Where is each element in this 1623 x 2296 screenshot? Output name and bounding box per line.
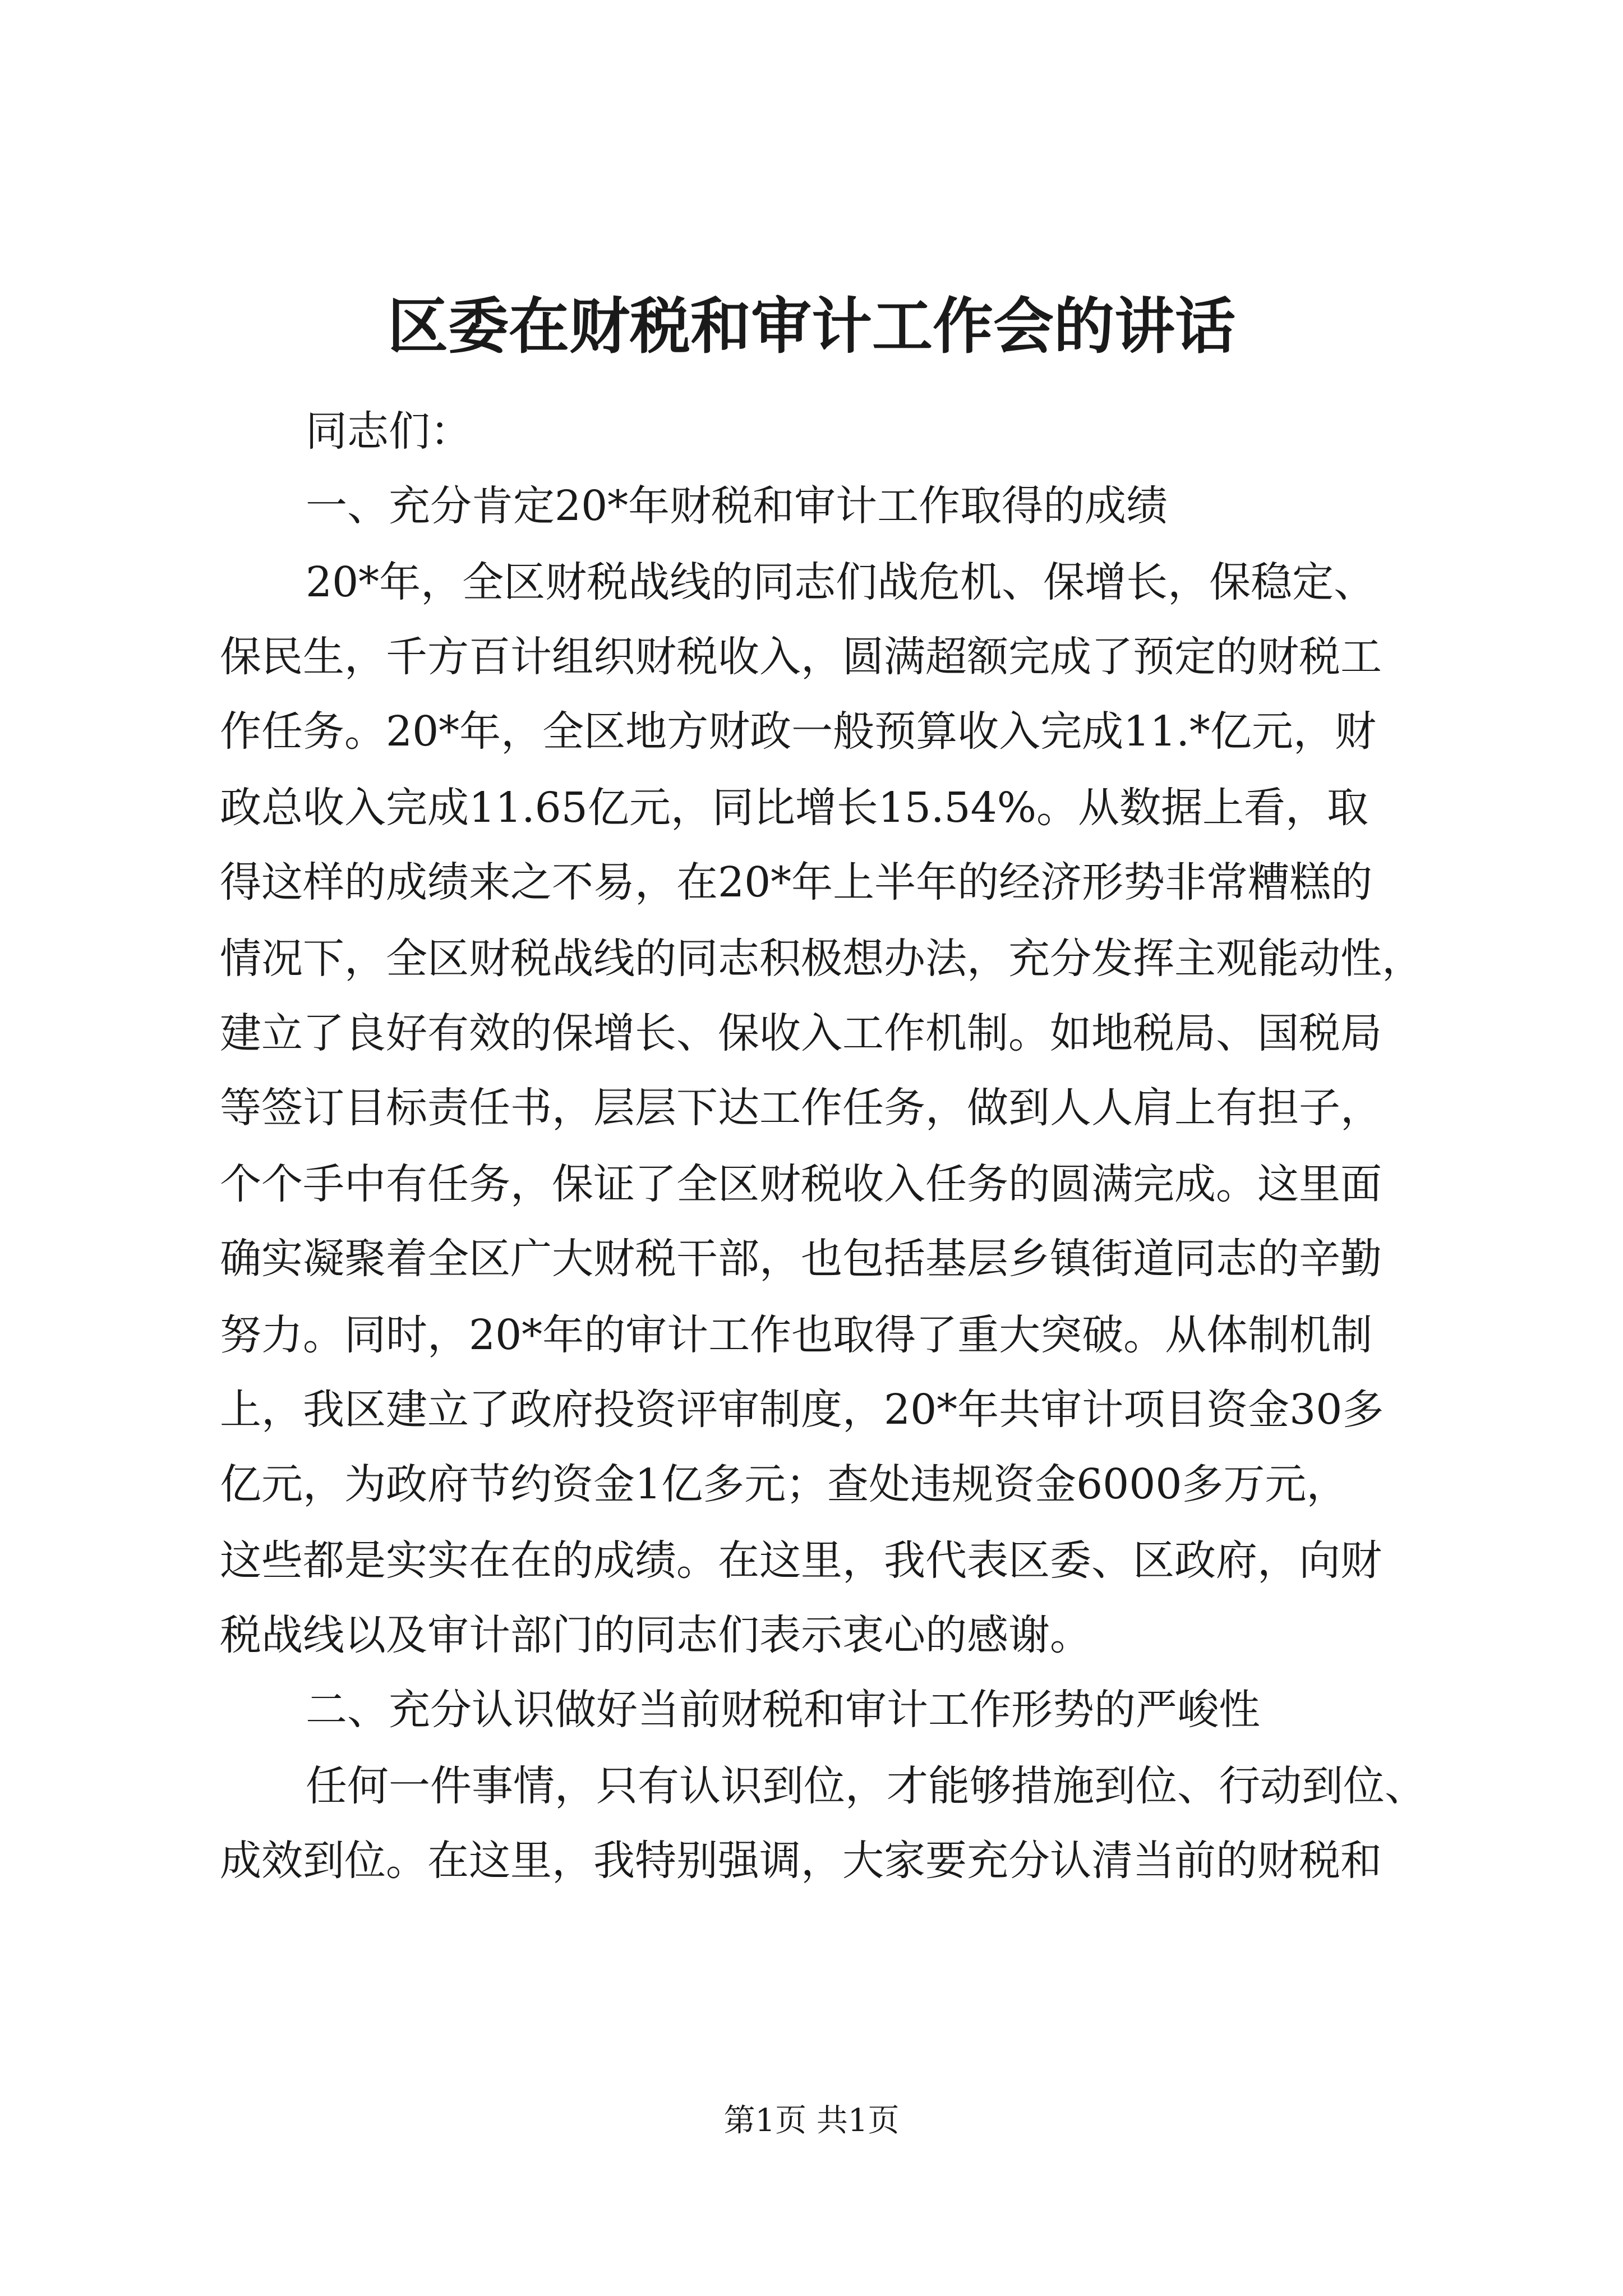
paragraph-line: 亿元，为政府节约资金1亿多元；查处违规资金6000多万元，	[220, 1460, 1348, 1508]
paragraph-line: 保民生，千方百计组织财税收入，圆满超额完成了预定的财税工	[220, 633, 1382, 681]
paragraph-line: 任何一件事情，只有认识到位，才能够措施到位、行动到位、	[306, 1762, 1426, 1810]
section-heading-1: 一、充分肯定20*年财税和审计工作取得的成绩	[306, 482, 1168, 530]
paragraph-line: 政总收入完成11.65亿元，同比增长15.54%。从数据上看，取	[220, 784, 1369, 832]
paragraph-line: 税战线以及审计部门的同志们表示衷心的感谢。	[220, 1611, 1091, 1659]
section-heading-2: 二、充分认识做好当前财税和审计工作形势的严峻性	[306, 1686, 1260, 1734]
paragraph-line: 建立了良好有效的保增长、保收入工作机制。如地税局、国税局	[220, 1009, 1382, 1057]
paragraph-line: 成效到位。在这里，我特别强调，大家要充分认清当前的财税和	[220, 1837, 1382, 1885]
paragraph-line: 作任务。20*年，全区地方财政一般预算收入完成11.*亿元，财	[220, 707, 1376, 756]
salutation: 同志们：	[306, 407, 472, 455]
paragraph-line: 这些都是实实在在的成绩。在这里，我代表区委、区政府，向财	[220, 1536, 1382, 1585]
paragraph-line: 努力。同时，20*年的审计工作也取得了重大突破。从体制机制	[220, 1311, 1373, 1359]
page-footer: 第1页 共1页	[723, 2102, 900, 2139]
paragraph-line: 确实凝聚着全区广大财税干部，也包括基层乡镇街道同志的辛勤	[220, 1235, 1382, 1283]
document-title: 区委在财税和审计工作会的讲话	[387, 291, 1235, 362]
paragraph-line: 得这样的成绩来之不易，在20*年上半年的经济形势非常糟糕的	[220, 858, 1373, 907]
paragraph-line: 情况下，全区财税战线的同志积极想办法，充分发挥主观能动性，	[220, 935, 1423, 983]
paragraph-line: 20*年，全区财税战线的同志们战危机、保增长，保稳定、	[306, 558, 1376, 606]
paragraph-line: 等签订目标责任书，层层下达工作任务，做到人人肩上有担子，	[220, 1084, 1382, 1132]
paragraph-line: 个个手中有任务，保证了全区财税收入任务的圆满完成。这里面	[220, 1160, 1382, 1208]
paragraph-line: 上，我区建立了政府投资评审制度，20*年共审计项目资金30多	[220, 1386, 1384, 1434]
